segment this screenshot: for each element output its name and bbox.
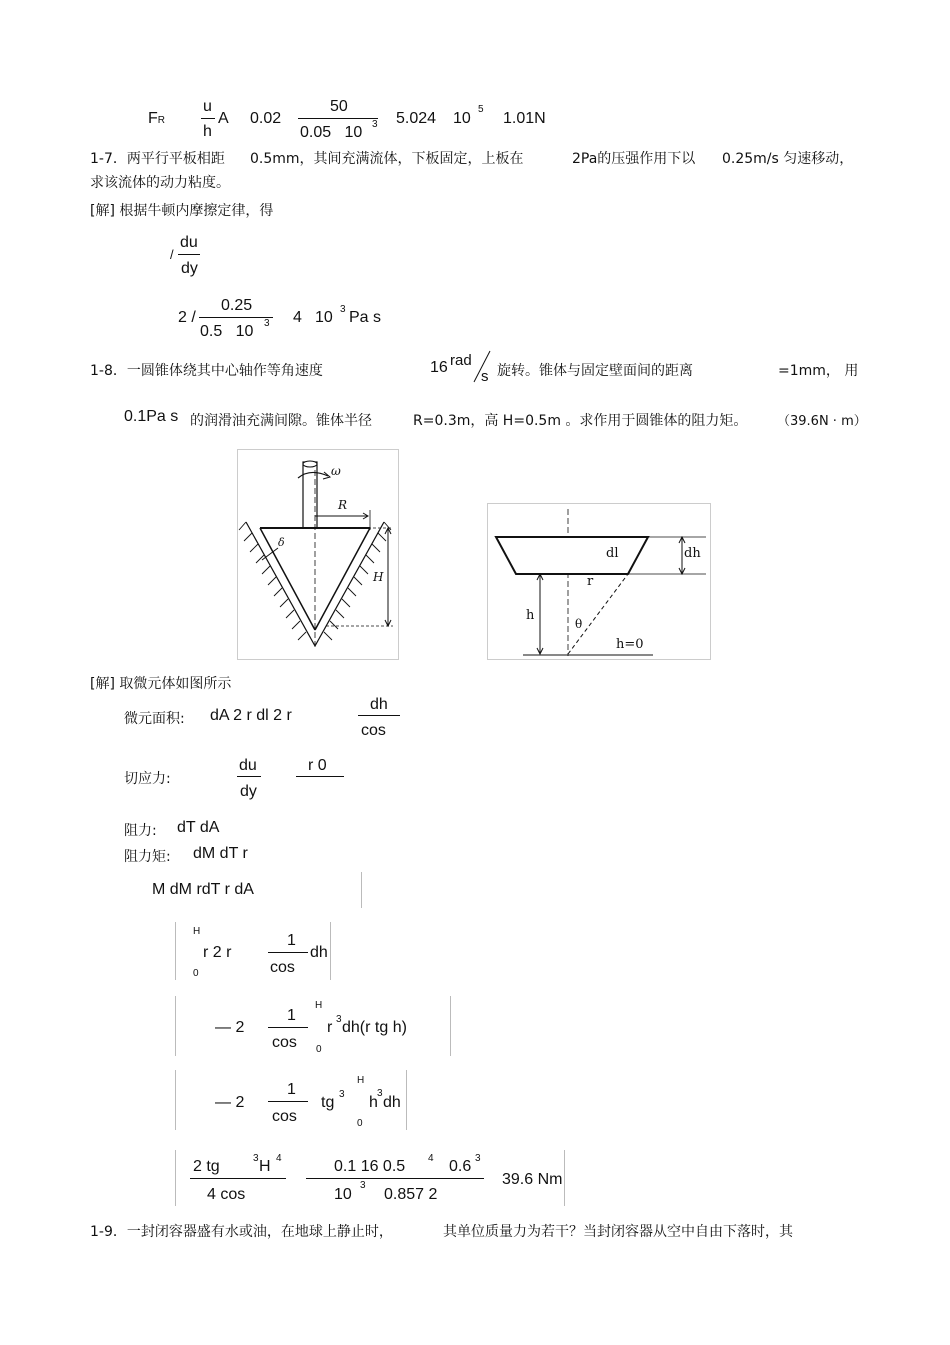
p17-f1-line: [178, 254, 200, 255]
sol-f-bar-right: [564, 1150, 565, 1206]
sol-area-line: [358, 715, 400, 716]
p17-f2-num: 0.25: [221, 297, 253, 314]
sol-i3-exp2: 3: [377, 1088, 383, 1099]
sol-i2-bar-left: [175, 996, 176, 1056]
sol-i2-post: r: [327, 1019, 333, 1036]
sol-i2-pre: — 2: [215, 1019, 245, 1036]
fig2-h0: h=0: [616, 637, 644, 652]
p18-line2c: R=0.3m，高 H=0.5m 。求作用于圆锥体的阻力矩。: [413, 413, 748, 429]
sol-i1-num: 1: [287, 932, 296, 949]
sol-i1-pre: r 2 r: [203, 944, 232, 961]
sol-f-num1-e4: 4: [276, 1153, 282, 1164]
sol-shear-line2: [296, 776, 344, 777]
sol-area-den: cos: [361, 722, 386, 739]
eq1-den-b: 10: [344, 124, 363, 141]
eq1-num: 50: [330, 98, 348, 115]
sol-i3-num: 1: [287, 1081, 296, 1098]
p18-rad: rad: [450, 352, 472, 369]
sol-shear-label: 切应力:: [124, 771, 171, 787]
sol-area-eq: dA 2 r dl 2 r: [210, 707, 292, 724]
p18-line1a: 1-8．一圆锥体绕其中心轴作等角速度: [90, 363, 323, 379]
p19-line1b: 其单位质量力为若干？当封闭容器从空中自由下落时，其: [443, 1224, 793, 1240]
sol-i2-0: 0: [316, 1044, 322, 1055]
eq1-F-text: F: [148, 110, 158, 127]
sol-f-res: 39.6 Nm: [502, 1171, 563, 1188]
figure-element: [487, 503, 711, 660]
sol-force-eq: dT dA: [177, 819, 220, 836]
sol-i3-exp: 3: [339, 1089, 345, 1100]
sol-i3-post: h: [369, 1094, 378, 1111]
fig2-dl: dl: [606, 546, 619, 561]
sol-i2-tail: dh(r tg h): [342, 1019, 407, 1036]
sol-i2-H: H: [315, 1000, 323, 1011]
sol-f-den2: 10: [334, 1186, 352, 1203]
eq1-c1: 0.02: [250, 110, 282, 127]
eq1-ten: 10: [453, 110, 471, 127]
fig2-h: h: [526, 608, 535, 623]
p19-line1a: 1-9．一封闭容器盛有水或油，在地球上静止时，: [90, 1224, 393, 1240]
p17-line1d: 0.25m/s 匀速移动，: [722, 151, 854, 167]
element-svg: [488, 504, 710, 659]
fig2-dh: dh: [684, 546, 701, 561]
p17-f2-den-exp: 3: [264, 318, 270, 329]
sol-f-bar-left: [175, 1150, 176, 1206]
sol-i2-den: cos: [272, 1034, 297, 1051]
p18-line2a: 0.1Pa s: [124, 408, 179, 425]
sol-M-bar: [361, 872, 362, 908]
fig1-H: H: [373, 570, 384, 584]
p17-line2: 求该流体的动力粘度。: [90, 175, 230, 191]
sol-force-label: 阻力:: [124, 823, 157, 839]
p18-line1b: 旋转。锥体与固定壁面间的距离: [497, 363, 693, 379]
p17-f2-den-a: 0.5: [200, 323, 223, 340]
sol-f-num2-e: 4: [428, 1153, 434, 1164]
p18-s: s: [481, 368, 489, 385]
sol-M-eq: M dM rdT r dA: [152, 881, 254, 898]
sol-area-num: dh: [370, 696, 388, 713]
p18-line2d: （39.6N · m）: [777, 414, 867, 429]
sol-i2-num: 1: [287, 1007, 296, 1024]
sol-shear-line: [237, 776, 261, 777]
fig1-delta: δ: [278, 536, 285, 549]
eq1-mult: 5.024: [396, 110, 437, 127]
sol-i1-post: dh: [310, 944, 328, 961]
eq1-result: 1.01N: [503, 110, 546, 127]
eq1-den-exp: 3: [372, 119, 378, 130]
sol-i3-tg: tg: [321, 1094, 335, 1111]
sol-f-num1-e: 3: [253, 1153, 259, 1164]
p17-line1a: 1-7．两平行平板相距: [90, 151, 225, 167]
sol-i2-bar-right: [450, 996, 451, 1056]
sol-shear-num: du: [239, 757, 257, 774]
fig1-omega: ω: [331, 464, 341, 478]
eq1-h: h: [203, 123, 212, 140]
sol-f-den1: 4 cos: [207, 1186, 246, 1203]
sol-f-num1: 2 tg: [193, 1158, 220, 1175]
sol-i3-H: H: [357, 1075, 365, 1086]
p17-f1-num: du: [180, 234, 198, 251]
p18-line2b: 的润滑油充满间隙。锥体半径: [190, 413, 372, 429]
p17-f2-den-b: 10: [235, 323, 254, 340]
sol-f-line2: [306, 1178, 484, 1179]
sol-shear-den: dy: [240, 783, 257, 800]
p18-line1c: =1mm， 用: [778, 363, 859, 379]
sol-i2-exp: 3: [336, 1014, 342, 1025]
sol-i1-bar-right: [330, 922, 331, 980]
cone-svg: [238, 450, 398, 659]
sol-f-num2-e3: 3: [475, 1153, 481, 1164]
eq1-frac-line2: [298, 118, 378, 119]
sol-i3-bar-right: [406, 1070, 407, 1130]
sol-moment-eq: dM dT r: [193, 845, 248, 862]
sol-f-num2: 0.1 16 0.5: [334, 1158, 406, 1175]
eq1-A: A: [218, 110, 229, 127]
p17-solution: [解] 根据牛顿内摩擦定律，得: [90, 203, 274, 219]
sol-i2-line: [268, 1027, 308, 1028]
sol-f-den2-b: 0.857 2: [384, 1186, 438, 1203]
sol-area-label: 微元面积:: [124, 711, 185, 727]
sol-i3-den: cos: [272, 1108, 297, 1125]
sol-f-line1: [190, 1178, 286, 1179]
fig1-R: R: [338, 498, 348, 512]
eq1-den: [300, 124, 362, 142]
p17-f2-res-exp: 3: [340, 304, 346, 315]
sol-i3-bar-left: [175, 1070, 176, 1130]
eq1-den-a: 0.05: [300, 124, 332, 141]
eq1-frac-line: [201, 118, 215, 119]
eq1-exp5: 5: [478, 104, 484, 115]
sol-moment-label: 阻力矩:: [124, 849, 171, 865]
sol-i1-H: H: [193, 926, 201, 937]
p17-f2-res-b: 10: [315, 309, 333, 326]
eq1-F: [148, 110, 165, 128]
figure-cone: [237, 449, 399, 660]
fig2-theta: θ: [575, 617, 583, 631]
p17-f2-res: 4: [293, 309, 302, 326]
p17-line1c: 2Pa的压强作用下以: [572, 151, 696, 167]
sol-i1-line: [268, 952, 308, 953]
sol-f-den2-e: 3: [360, 1180, 366, 1191]
sol-i1-0: 0: [193, 968, 199, 979]
p17-f1-den: dy: [181, 260, 198, 277]
sol-i3-0: 0: [357, 1118, 363, 1129]
eq1-u: u: [203, 98, 212, 115]
p17-f2-unit: Pa s: [349, 309, 382, 326]
sol-f-num2-b: 0.6: [449, 1158, 472, 1175]
sol-i3-line: [268, 1101, 308, 1102]
sol-title: [解] 取微元体如图所示: [90, 676, 232, 692]
sol-i1-bar-left: [175, 922, 176, 980]
p18-omega-val: 16: [430, 359, 448, 376]
sol-i1-den: cos: [270, 959, 295, 976]
p17-f2-den: [200, 323, 253, 341]
p17-f2-line: [199, 317, 273, 318]
fig2-r: r: [587, 574, 594, 589]
p17-f2-pre: 2 /: [178, 309, 196, 326]
eq1-F-sub: R: [157, 115, 166, 126]
p17-f1-slash: /: [170, 247, 174, 262]
p17-line1b: 0.5mm，其间充满流体，下板固定，上板在: [250, 151, 524, 167]
sol-shear-num2: r 0: [308, 757, 327, 774]
sol-f-num1-H: H: [259, 1158, 271, 1175]
sol-i3-tail: dh: [383, 1094, 401, 1111]
sol-i3-pre: — 2: [215, 1094, 245, 1111]
